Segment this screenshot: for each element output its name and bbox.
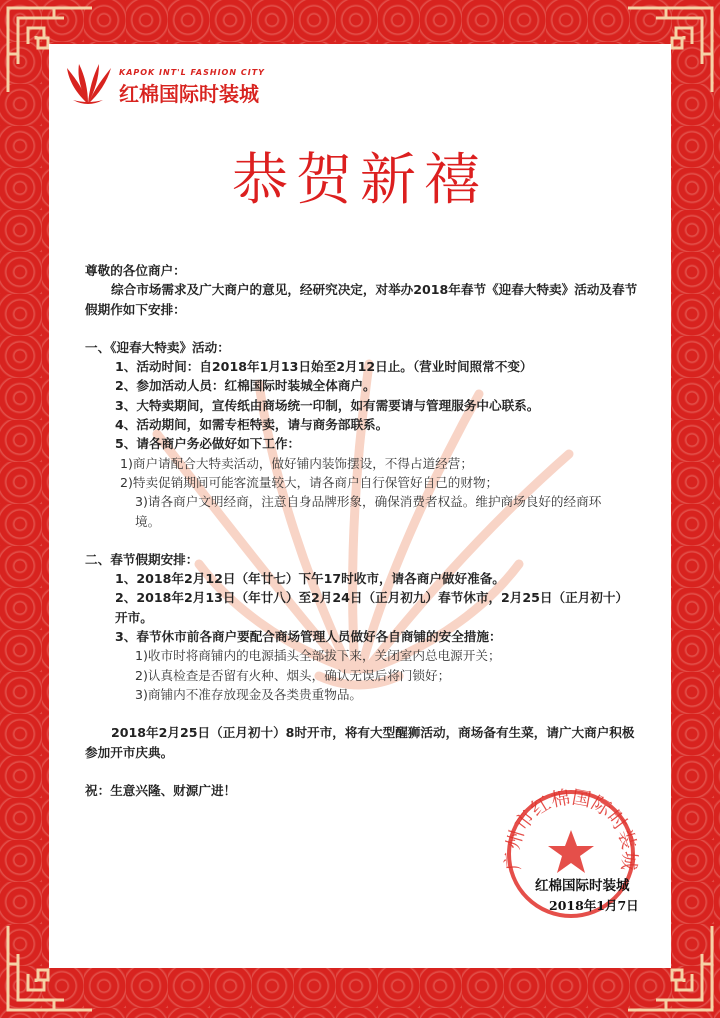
- seal-text: 广州市红棉国际时装城: [501, 786, 641, 872]
- reopen-notice: 2018年2月25日（正月初十）8时开市，将有大型醒狮活动，商场备有生菜，请广大商户积极参加开市庆典。: [85, 725, 635, 760]
- section1-subitem: 1)商户请配合大特卖活动，做好铺内装饰摆设，不得占道经营；: [120, 455, 473, 471]
- notice-body: [85, 261, 645, 800]
- signature-date: 2018年1月7日: [549, 898, 639, 913]
- signature-company-name: 红棉国际时装城: [535, 878, 630, 894]
- greeting: 尊敬的各位商户：: [85, 263, 186, 278]
- section1-item: 5、请各商户务必做好如下工作：: [115, 436, 301, 452]
- logo-chinese-text: 红棉国际时装城: [119, 82, 259, 106]
- section2-item: 2、2018年2月13日（年廿八）至2月24日（正月初九）春节休市，2月25日（正月初十）开市。: [115, 590, 622, 625]
- intro-paragraph: [85, 280, 645, 319]
- notice-paper: [49, 44, 671, 968]
- kapok-flower-logo-icon: [63, 60, 113, 106]
- page-title: 恭贺新禧: [232, 148, 488, 213]
- section2-heading: 二、春节假期安排：: [85, 551, 199, 567]
- section2-item: 1、2018年2月12日（年廿七）下午17时收市，请各商户做好准备。: [115, 571, 505, 587]
- section2-item: 3、春节休市前各商户要配合商场管理人员做好各自商铺的安全措施：: [115, 629, 502, 645]
- section1-subitem: 2)特卖促销期间可能客流量较大，请各商户自行保管好自己的财物；: [120, 474, 499, 490]
- section1-heading: 一、《迎春大特卖》活动：: [85, 339, 230, 355]
- section1-subitem: 3)请各商户文明经商，注意自身品牌形象，确保消费者权益。维护商场良好的经商环境。: [135, 494, 602, 529]
- section1-item: 1、活动时间：自2018年1月13日始至2月12日止。（营业时间照常不变）: [115, 359, 533, 375]
- section1-item: 3、大特卖期间，宣传纸由商场统一印制，如有需要请与管理服务中心联系。: [115, 397, 540, 413]
- logo-english-text: KAPOK INT'L FASHION CITY: [119, 68, 265, 77]
- brand-logo: [63, 58, 283, 110]
- section1-item: 2、参加活动人员：红棉国际时装城全体商户。: [115, 378, 376, 394]
- wish-text: 祝：生意兴隆、财源广进！: [85, 782, 237, 798]
- intro-text: 综合市场需求及广大商户的意见，经研究决定，对举办2018年春节《迎春大特卖》活动及春节假期作如下安排：: [85, 282, 638, 317]
- section2-subitem: 3)商铺内不准存放现金及各类贵重物品。: [135, 686, 363, 702]
- section2-subitem: 1)收市时将商铺内的电源插头全部拔下来，关闭室内总电源开关；: [135, 648, 501, 664]
- section1-item: 4、活动期间，如需专柜特卖，请与商务部联系。: [115, 417, 389, 433]
- section2-subitem: 2)认真检查是否留有火种、烟头，确认无误后将门锁好；: [135, 667, 451, 683]
- star-icon: [548, 830, 594, 873]
